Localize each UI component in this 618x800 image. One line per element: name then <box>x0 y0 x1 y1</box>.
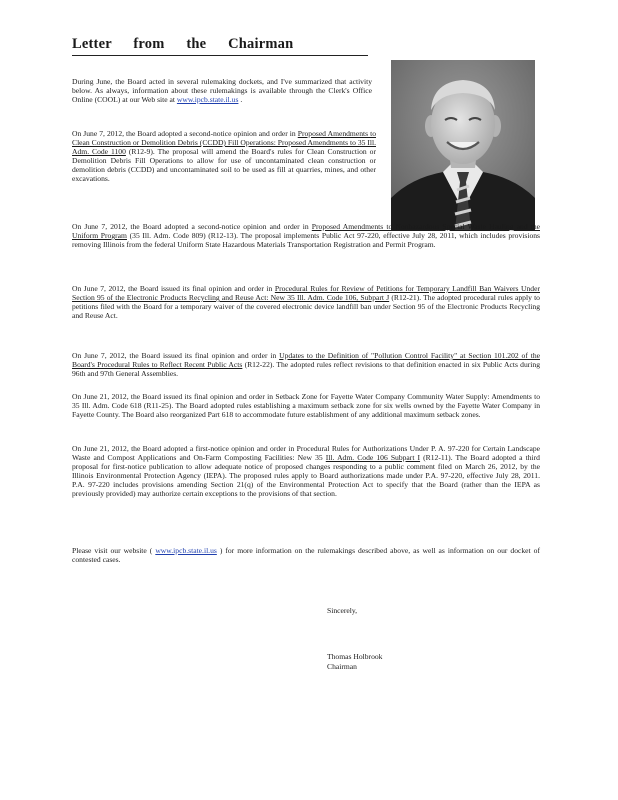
visit-description: ) for more information on the rulemakings described above, as well as information on our docket of contested cases. <box>72 546 540 565</box>
waivers-intro: On June 7, 2012, the Board issued its final opinion and order in <box>72 284 275 293</box>
compost-description: (R12-11). The Board adopted a third proposal for first-notice publication to allow adequate notice of proposed changes responding to a public comment filed on March 26, 2012, by the Illinois Environmental Protection Agency (IEPA). The proposed rules apply to Board authorizations made under P.A. 97-220, effective July 28, 2011. P.A. 97-220 includes provisions amending Section 21(q) of the Environmental Protection Act to specify that the Board (rather than the IEPA as previously provided) may authorize certain exceptions to the provisions of that section. <box>72 453 540 499</box>
ccdd-docket-title: Proposed Amendments to Clean Construction or Demolition Debris (CCDD) Fill Operations: Proposed Amendments to 35 Ill. Adm. Code 1100 <box>72 129 376 157</box>
website-link-footer[interactable]: www.ipcb.state.il.us <box>155 546 217 555</box>
hauling-docket-title: Proposed Amendments to Nonhazardous Special Waste Hauling and the Uniform Program <box>72 222 540 241</box>
compost-intro: On June 21, 2012, the Board adopted a first-notice opinion and order in Procedural Rules for Authorizations Under P. A. 97-220 for Certain Landscape Waste and Compost Applications and On-Farm Composting Facilities: New 35 <box>72 444 540 463</box>
intro-text-end: . <box>238 95 243 105</box>
paragraph-ccdd-rulemaking <box>72 129 376 183</box>
chairman-portrait-photo <box>391 60 535 230</box>
paragraph-intro <box>72 77 372 104</box>
letter-title: Letter from the Chairman <box>72 36 368 56</box>
hauling-intro: On June 7, 2012, the Board adopted a second-notice opinion and order in <box>72 222 312 231</box>
paragraph-visit-website <box>72 546 540 564</box>
paragraph-landfill-ban-waivers <box>72 284 540 320</box>
paragraph-special-waste-hauling <box>72 222 540 249</box>
paragraph-pollution-control-definition <box>72 351 540 378</box>
ccdd-intro: On June 7, 2012, the Board adopted a second-notice opinion and order in <box>72 129 298 138</box>
signatory-role: Chairman <box>327 662 357 671</box>
portrait-image <box>391 60 535 230</box>
visit-intro: Please visit our website ( <box>72 546 156 555</box>
ccdd-description: (R12-9). The proposal will amend the Board's rules for Clean Construction or Demolition Debris Fill Operations to allow for use of uncontaminated clean construction or demolition debris (CCDD) and uncontaminated soil to be used as fill at quarries, mines, and other excavations. <box>72 147 376 184</box>
waivers-docket-title: Procedural Rules for Review of Petitions for Temporary Landfill Ban Waivers Under Section 95 of the Electronic Products Recycling and Reuse Act: New 35 Ill. Adm. Code 106, Subpart J <box>72 284 540 303</box>
waivers-description: (R12-21). The adopted procedural rules apply to petitions filed with the Board for a temporary waiver of the covered electronic device landfill ban under Section 95 of the Electronic Products Recycling and Reuse Act. <box>72 293 540 321</box>
definition-description: (R12-22). The adopted rules reflect revisions to that definition enacted in six Public Acts during 96th and 97th General Assemblies. <box>72 360 541 379</box>
paragraph-landscape-waste-compost <box>72 444 540 498</box>
definition-intro: On June 7, 2012, the Board issued its final opinion and order in <box>72 351 280 360</box>
intro-text: During June, the Board acted in several rulemaking dockets, and I've summarized that activity below. As always, information about these rulemakings is available through the Clerk's Office Online (COOL) at our Web site at <box>72 77 372 105</box>
signatory-name: Thomas Holbrook <box>327 652 383 661</box>
paragraph-fayette-setback-zone: On June 21, 2012, the Board issued its final opinion and order in Setback Zone for Fayette Water Company Community Water Supply: Amendments to 35 Ill. Adm. Code 618 (R11-25). The Board adopted rules establishing a maximum setback zone for six wells owned by the Fayette Water Company in Fayette County. The Board also reorganized Part 618 to accommodate future establishment of any additional maximum setback zones. <box>72 392 540 420</box>
hauling-description: (35 Ill. Adm. Code 809) (R12-13). The proposal implements Public Act 97-220, effective July 28, 2011, which includes provisions removing Illinois from the federal Uniform State Hazardous Materials Transportation Registration and Permit Program. <box>72 231 540 250</box>
closing-salutation: Sincerely, <box>327 606 358 615</box>
compost-docket-title: Ill. Adm. Code 106 Subpart I <box>325 453 421 463</box>
website-link[interactable]: www.ipcb.state.il.us <box>176 95 239 105</box>
definition-docket-title: Updates to the Definition of "Pollution Control Facility" at Section 101.202 of the Board's Procedural Rules to Reflect Recent Public Acts <box>72 351 540 370</box>
